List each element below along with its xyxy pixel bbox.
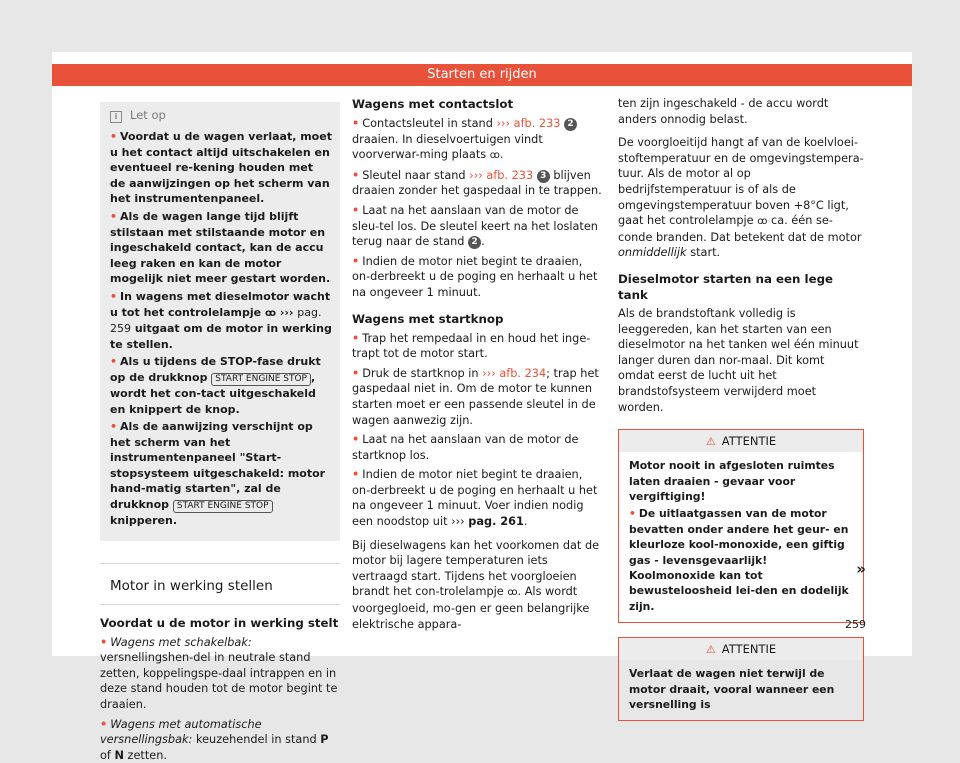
paragraph-diesel-preheat: Bij dieselwagens kan het voorkomen dat de motor bij lagere temperaturen iets vertraagd start. Tijdens het voorgloeien brandt het con-trolelampje ꝏ. Als wordt voorgegloeid, mo-gen er geen belangrijke elektrische appara- [352, 538, 600, 631]
info-icon: i [110, 111, 122, 123]
column-right [618, 96, 864, 721]
page-reference-link[interactable]: pag. 261 [468, 515, 524, 529]
glow-plug-icon: ꝏ [757, 216, 768, 228]
glow-plug-icon: ꝏ [489, 150, 500, 162]
attention-box-2: ⚠ ATTENTIE Verlaat de wagen niet terwijl de motor draait, vooral wanneer een versnelling is [618, 637, 864, 721]
attention-box-1: ⚠ ATTENTIE Motor nooit in afgesloten ruimtes laten draaien - gevaar voor vergiftiging! • De uitlaatgassen van de motor bevatten onder andere het geur- en kleurloze kool-monoxide, een giftig gas - levensgevaarlijk! Koolmonoxide kan tot bewusteloosheid lei-den en dodelijk zijn. [618, 429, 864, 623]
start-stop-key-label: START ENGINE STOP [211, 373, 311, 386]
attention-header: ⚠ ATTENTIE [619, 638, 863, 660]
note-item-3: • In wagens met dieselmotor wacht u tot het controlelampje ꝏ ››› pag. 259 uitgaat om de motor in werking te stellen. [110, 289, 332, 351]
warning-triangle-icon: ⚠ [705, 643, 716, 657]
note-item-1: • Voordat u de wagen verlaat, moet u het contact altijd uitschakelen en eventueel re-kening houden met de aanwijzingen op het scherm van het instrumentenpaneel. [110, 130, 332, 206]
page-number: 259 [845, 618, 866, 631]
figure-reference-link[interactable]: afb. 234 [499, 366, 547, 380]
note-box [100, 102, 340, 541]
position-number: 3 [537, 170, 550, 183]
position-number: 2 [564, 118, 577, 131]
page-reference-link[interactable]: pag. 259 [110, 305, 322, 336]
manual-page [52, 52, 912, 762]
continue-arrow-icon: » [856, 560, 866, 578]
glow-plug-icon: ꝏ [264, 307, 276, 319]
chapter-header: Starten en rijden [52, 64, 912, 86]
heading-before-start: Voordat u de motor in werking stelt [100, 615, 339, 630]
warning-triangle-icon: ⚠ [705, 435, 716, 449]
heading-empty-tank: Dieselmotor starten na een lege tank [618, 271, 834, 302]
list-item: • Wagens met automatische versnellingsbak: keuzehendel in stand P of N zetten. [100, 717, 329, 762]
heading-ignition-lock: Wagens met contactslot [352, 97, 514, 111]
figure-reference-link[interactable]: afb. 233 [513, 117, 561, 130]
column-left [100, 102, 340, 763]
paragraph-empty-tank: Als de brandstoftank volledig is leeggereden, kan het starten van een dieselmotor na het tanken wel één minuut langer duren dan nor-maal. Dit komt omdat eerst de lucht uit het brandstofsysteem verwijderd moet worden. [618, 306, 859, 414]
list-item: • Trap het rempedaal in en houd het inge-trapt tot de motor start. [352, 331, 591, 361]
figure-reference-link[interactable]: afb. 233 [486, 168, 534, 182]
list-item: • Druk de startknop in ››› afb. 234; trap het gaspedaal niet in. Om de motor te kunnen starten moet er een passende sleutel in de wagen aanwezig zijn. [352, 366, 599, 427]
heading-start-button: Wagens met startknop [352, 311, 504, 326]
section-title: Motor in werking stellen [100, 563, 340, 605]
note-item-5: • Als de aanwijzing verschijnt op het scherm van het instrumentenpaneel "Start-stopsysteem uitgeschakeld: motor hand-matig starten", zal de drukknop START ENGINE STOP knipperen. [110, 420, 326, 528]
list-item: • Contactsleutel in stand ››› afb. 233 2 draaien. In dieselvoertuigen vindt voorverwar-ming plaats ꝏ. [352, 116, 604, 164]
note-title: Let op [130, 108, 166, 122]
glow-plug-icon: ꝏ [507, 587, 518, 599]
paragraph-preheat-time: De voorgloeitijd hangt af van de koelvloei-stoftemperatuur en de omgevingstempera-tuur. Als de motor al op bedrijfstemperatuur is of als de omgevingstemperatuur boven +8°C ligt, gaat het controlelampje ꝏ ca. één se-conde branden. Dat betekent dat de motor onmiddellijk start. [618, 136, 864, 260]
attention-header: ⚠ ATTENTIE [619, 430, 863, 452]
list-item: • Laat na het aanslaan van de motor de sleu-tel los. De sleutel keert na het loslaten terug naar de stand 2 . [352, 203, 598, 249]
note-item-4: • Als u tijdens de STOP-fase drukt op de drukknop START ENGINE STOP , wordt het con-tact uitgeschakeld en knippert de knop. [110, 355, 321, 416]
list-item: • Indien de motor niet begint te draaien, on-derbreekt u de poging en herhaalt u het na ongeveer 1 minuut. Voer indien nodig een noodstop uit ››› pag. 261. [352, 468, 598, 529]
list-item: • Wagens met schakelbak: versnellingshen-del in neutrale stand zetten, koppelingspe-daal intrappen en in deze stand houden tot de motor begint te draaien. [100, 635, 338, 712]
position-number: 2 [468, 236, 481, 249]
column-middle [352, 96, 604, 632]
list-item: • Laat na het aanslaan van de motor de startknop los. [352, 433, 579, 462]
paragraph-continued: ten zijn ingeschakeld - de accu wordt anders onnodig belast. [618, 97, 829, 126]
note-item-2: • Als de wagen lange tijd blijft stilstaan met stilstaande motor en ingeschakeld contact, kan de accu leeg raken en kan de motor mogelijk niet meer gestart worden. [110, 209, 331, 286]
list-item: • Sleutel naar stand ››› afb. 233 3 blijven draaien zonder het gaspedaal in te trappen. [352, 168, 602, 198]
list-item: • Indien de motor niet begint te draaien, on-derbreekt u de poging en herhaalt u het na ongeveer 1 minuut. [352, 254, 598, 299]
start-stop-key-label: START ENGINE STOP [173, 500, 273, 513]
note-title-row [110, 108, 332, 123]
list-item: • De uitlaatgassen van de motor bevatten onder andere het geur- en kleurloze kool-monoxide, een giftig gas - levensgevaarlijk! Koolmonoxide kan tot bewusteloosheid lei-den en dodelijk zijn. [629, 507, 849, 613]
